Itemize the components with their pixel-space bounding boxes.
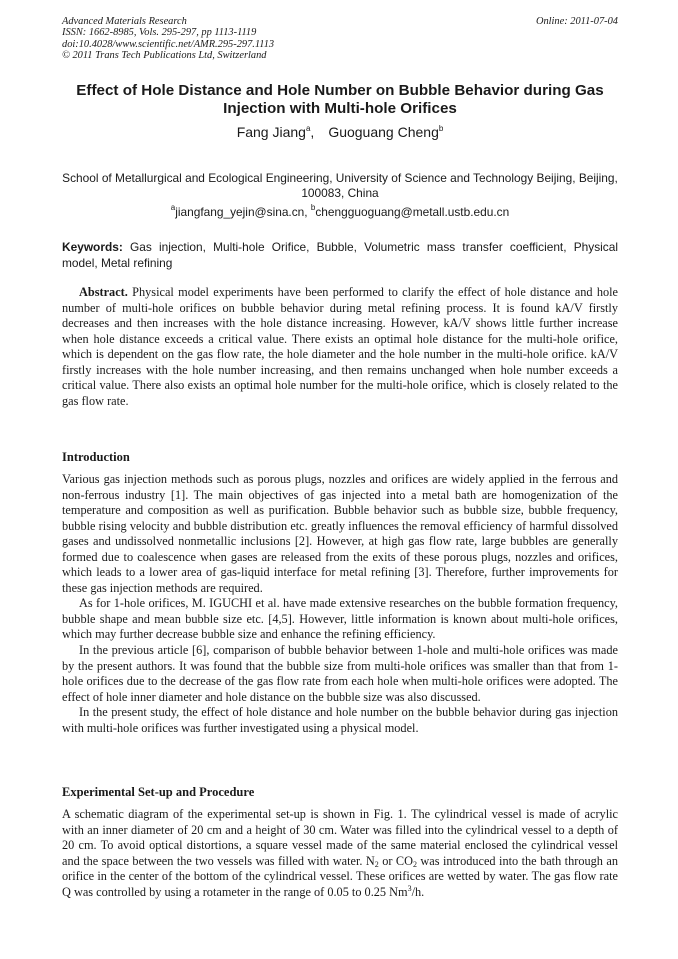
experimental-body (62, 807, 618, 900)
email-a: jiangfang_yejin@sina.cn, (175, 205, 311, 219)
author-name: Guoguang Cheng (328, 124, 439, 140)
text-run: A schematic diagram of the experimental set-up is shown in Fig. 1. The cylindrical vessel is made of acrylic with an inner diameter of 20 cm and a height of 30 cm. Water was filled into the cylindrical vessel to a depth of 20 cm. To avoid optical distortions, a square vessel made of the same material enclosed the cylindrical vessel and the space between the two vessels was filled with water. N (62, 807, 618, 868)
section-heading-experimental: Experimental Set-up and Procedure (62, 785, 255, 799)
paragraph: Various gas injection methods such as porous plugs, nozzles and orifices are widely applied in the ferrous and non-ferrous industry [1]. The main objectives of gas injected into a metal bath are homogenization of the temperature and composition as well as purification. Bubble behavior such as bubble size, bubble frequency, bubble rising velocity and bubble distribution etc. greatly influences the removal efficiency of harmful dissolved gases and undissolved nonmetallic inclusions [2]. However, at high gas flow rate, large bubbles are generally formed due to coalescence when gases are released from the exits of these porous plugs, nozzles and orifices, which leads to a lower area of gas-liquid interface for metal refining [3]. Therefore, further improvements for these gas injection methods are required. (62, 472, 618, 595)
author-mark: b (438, 124, 444, 133)
keywords-label: Keywords: (62, 240, 123, 254)
section-heading-introduction: Introduction (62, 450, 130, 464)
issn-line: ISSN: 1662-8985, Vols. 295-297, pp 1113-1119 (62, 27, 257, 39)
email-mark: b (310, 203, 316, 212)
affiliation: School of Metallurgical and Ecological Engineering, University of Science and Technology Beijing, Beijing, 100083, China (62, 171, 618, 201)
author-name: Fang Jiang (236, 124, 306, 140)
text-run: was introduced into the bath through an orifice in the center of the bottom of the cylindrical vessel. These orifices are wetted by water. The gas flow rate Q was controlled by using a rotameter in the range of 0.05 to 0.25 Nm (62, 853, 618, 899)
abstract-paragraph (62, 285, 618, 409)
abstract (62, 285, 618, 409)
subscript: 2 (374, 859, 379, 869)
text-run: /h. (411, 884, 425, 899)
email-mark: a (170, 203, 176, 212)
copyright-line: © 2011 Trans Tech Publications Ltd, Switzerland (62, 50, 267, 62)
journal-header (62, 16, 618, 62)
email-b: chengguoguang@metall.ustb.edu.cn (315, 205, 510, 219)
keywords-text: Gas injection, Multi-hole Orifice, Bubble, Volumetric mass transfer coefficient, Physical model, Metal refining (62, 240, 618, 270)
author-list (62, 123, 618, 141)
author-emails (62, 205, 618, 220)
subscript: 2 (412, 859, 417, 869)
abstract-text: Physical model experiments have been performed to clarify the effect of hole distance and hole number of multi-hole orifices on bubble behavior during metal refining process. It is found kA/V firstly decreases and then increases with the hole distance increasing. However, kA/V shows little further increase when hole distance exceeds a critical value. There exists an optimal hole distance for the multi-hole orifice, which is dependent on the gas flow rate, the hole diameter and the hole number in the multi-hole orifice. kA/V firstly increases with the hole number increasing, and then remains unchanged when hole number exceeds a critical value. There also exists an optimal hole number for the multi-hole orifice, which is closely related to the gas flow rate. (62, 285, 618, 408)
author-separator: , (310, 124, 315, 140)
introduction-body (62, 472, 618, 736)
doi-line: doi:10.4028/www.scientific.net/AMR.295-297.1113 (62, 38, 275, 50)
superscript: 3 (407, 883, 412, 893)
abstract-label: Abstract. (79, 285, 128, 299)
paragraph: In the previous article [6], comparison of bubble behavior between 1-hole and multi-hole orifices was made by the present authors. It was found that the bubble size from multi-hole orifices was smaller than that from 1-hole orifices due to the decrease of the gas flow rate from each hole when multi-hole orifices were adopted. The effect of hole inner diameter and hole distance on the bubble size was also discussed. (62, 643, 618, 704)
paragraph: As for 1-hole orifices, M. IGUCHI et al. have made extensive researches on the bubble formation frequency, bubble shape and mean bubble size etc. [4,5]. However, little information is known about multi-hole orifices, which may further decrease bubble size and enhance the refining efficiency. (62, 596, 618, 642)
paper-title: Effect of Hole Distance and Hole Number on Bubble Behavior during Gas Injection with Multi-hole Orifices (76, 82, 604, 117)
author-mark: a (305, 124, 311, 133)
journal-name: Advanced Materials Research (62, 16, 187, 27)
paragraph (62, 807, 618, 900)
text-run: or CO (378, 853, 413, 868)
online-date: Online: 2011-07-04 (535, 16, 618, 27)
keywords (62, 240, 618, 271)
paragraph: In the present study, the effect of hole distance and hole number on the bubble behavior during gas injection with multi-hole orifices was further investigated using a physical model. (62, 705, 618, 735)
